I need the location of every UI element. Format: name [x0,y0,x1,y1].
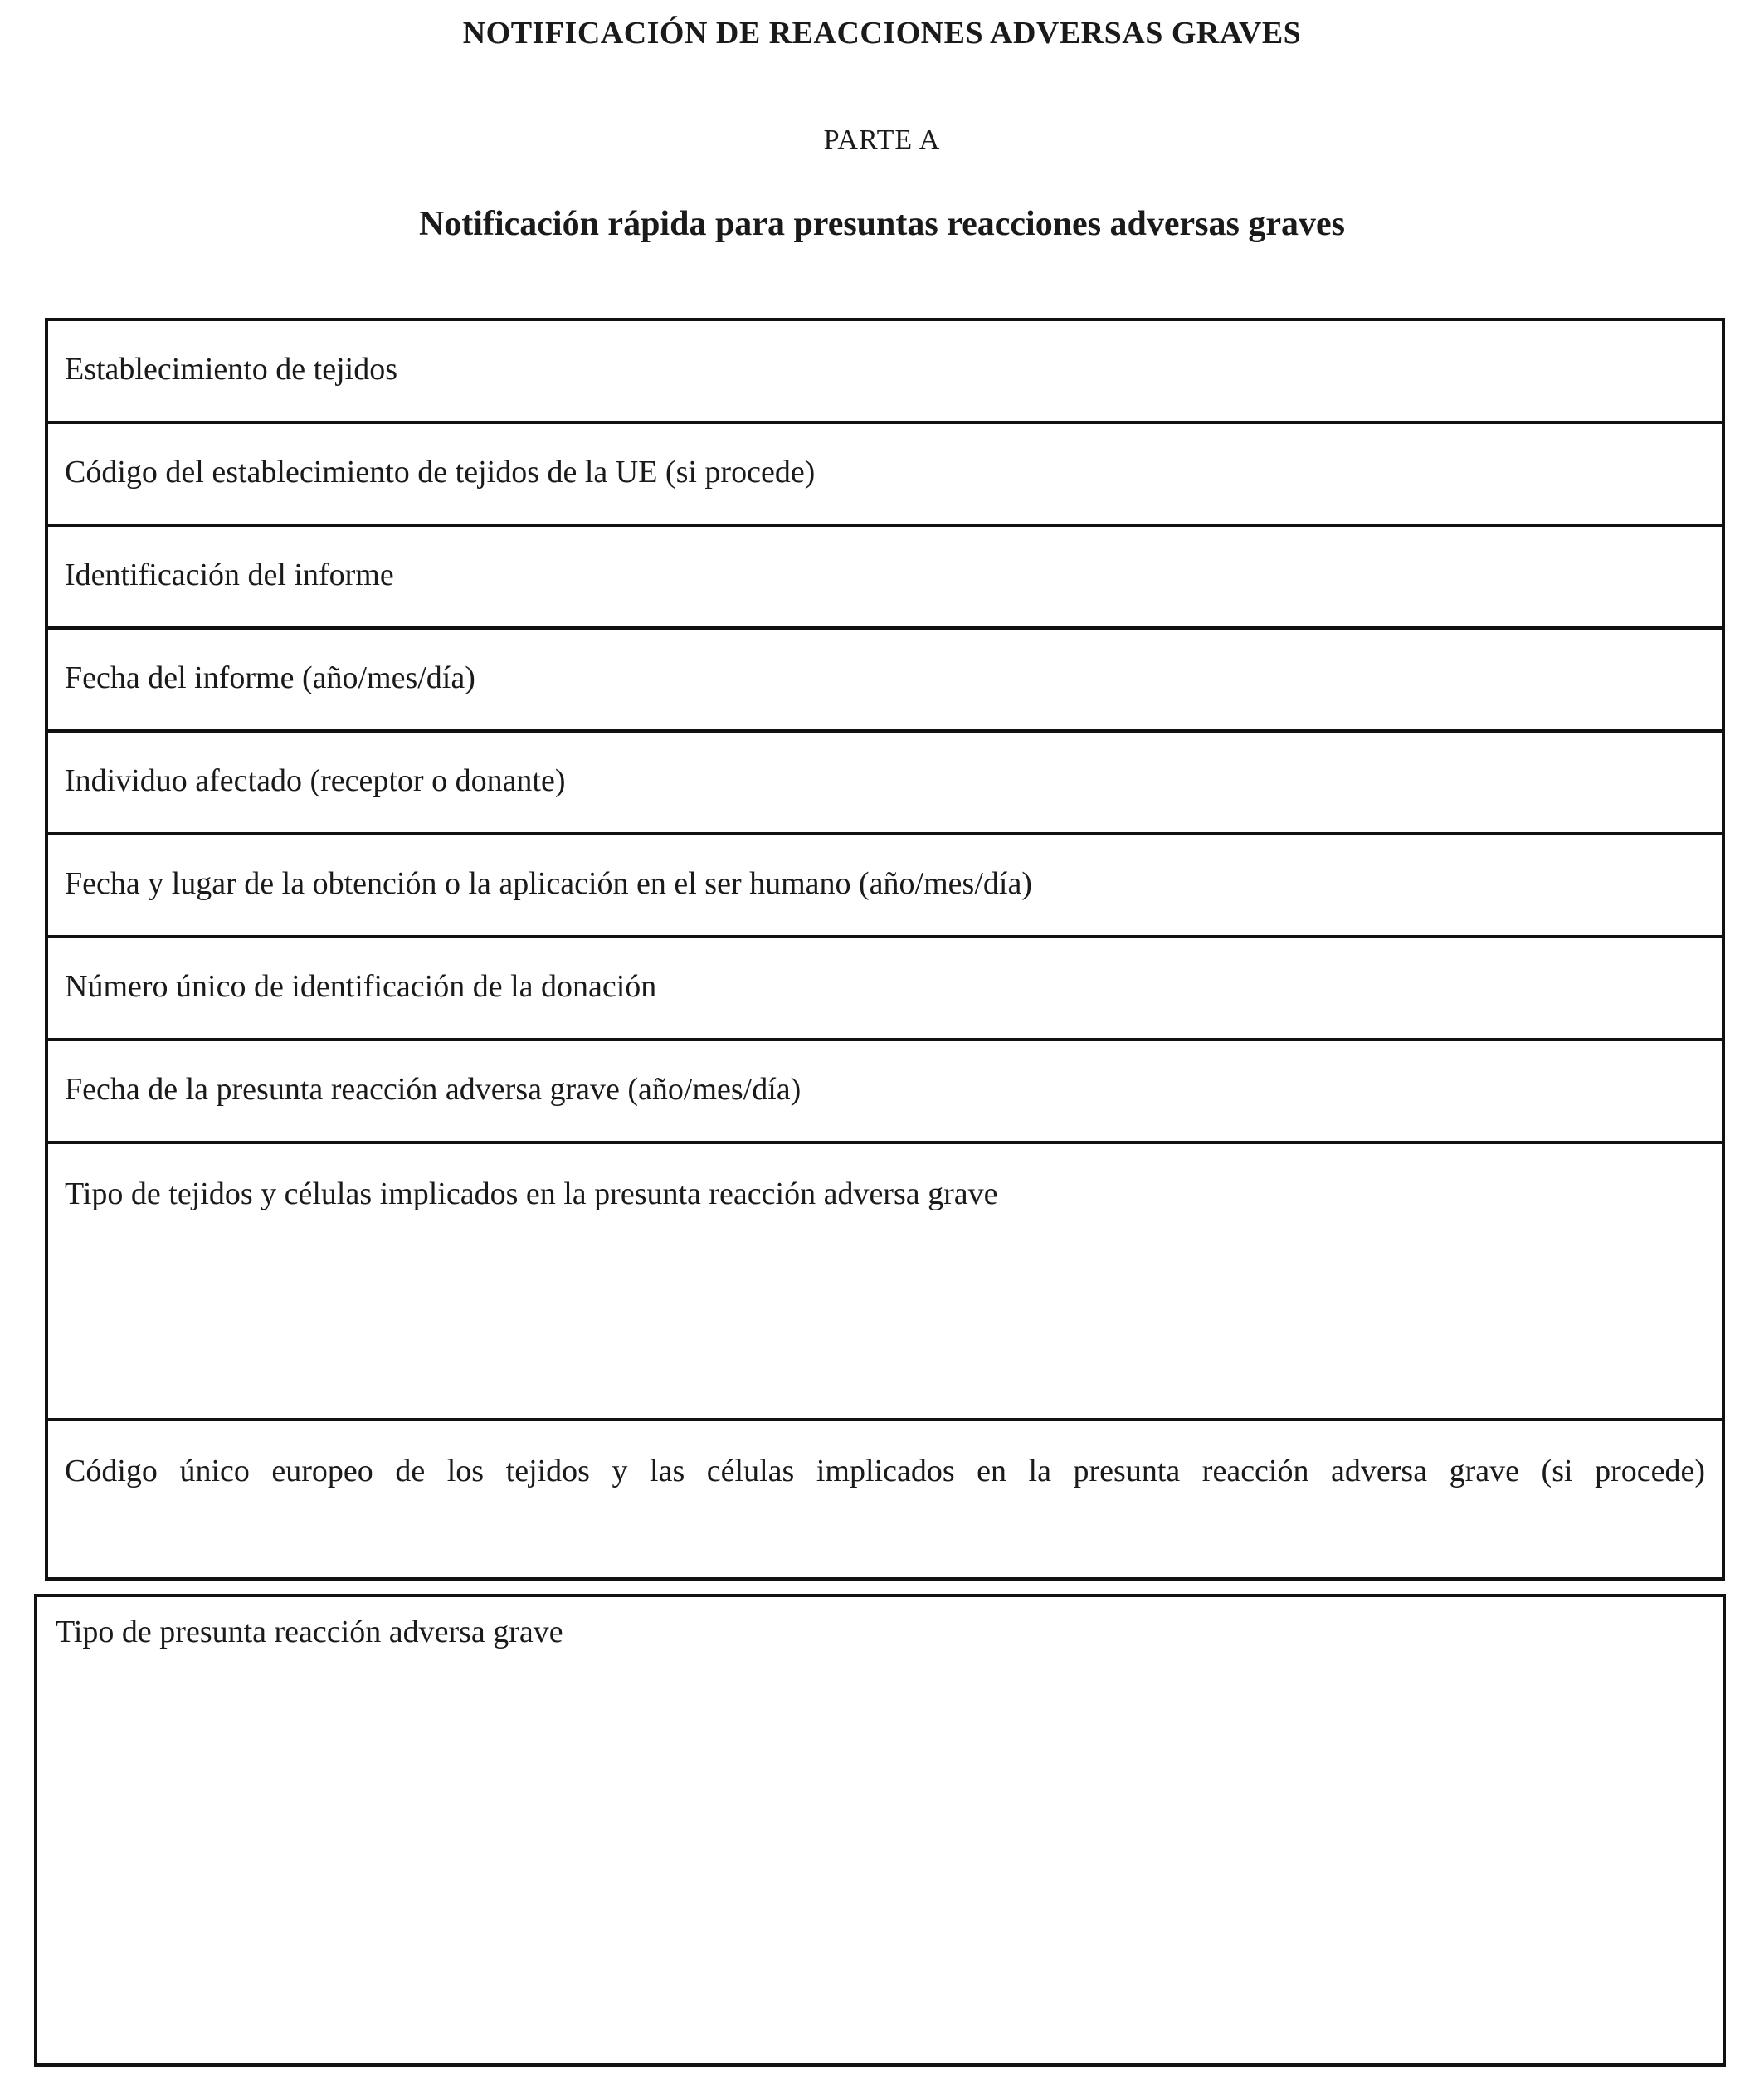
field-label: Fecha de la presunta reacción adversa grave (año/mes/día) [65,1072,802,1107]
field-label: Tipo de presunta reacción adversa grave [56,1615,563,1649]
field-single-european-code[interactable] [48,1421,1722,1581]
field-procurement-date-place[interactable] [48,835,1722,938]
field-donation-id[interactable] [48,938,1722,1041]
field-reaction-type[interactable] [34,1594,1726,2067]
field-label: Código único europeo de los tejidos y las células implicados en la presunta reacción adversa grave (si procede) [65,1454,1705,1488]
field-eu-establishment-code[interactable] [48,424,1722,527]
field-tissue-cell-type[interactable] [48,1144,1722,1421]
field-report-id[interactable] [48,527,1722,630]
field-label: Establecimiento de tejidos [65,352,398,387]
field-report-date[interactable] [48,630,1722,733]
document-title: NOTIFICACIÓN DE REACCIONES ADVERSAS GRAVES [462,16,1302,51]
field-label: Fecha y lugar de la obtención o la aplicación en el ser humano (año/mes/día) [65,866,1032,901]
field-label: Identificación del informe [65,558,394,592]
part-label: PARTE A [823,124,941,155]
field-reaction-date[interactable] [48,1041,1722,1144]
field-tissue-establishment[interactable] [48,321,1722,424]
field-label: Código del establecimiento de tejidos de la UE (si procede) [65,455,816,490]
notification-form-table [45,318,1725,1581]
field-label: Individuo afectado (receptor o donante) [65,763,566,798]
field-label: Fecha del informe (año/mes/día) [65,660,475,695]
field-affected-individual[interactable] [48,733,1722,835]
document-subtitle: Notificación rápida para presuntas reacciones adversas graves [418,205,1346,243]
field-label: Tipo de tejidos y células implicados en la presunta reacción adversa grave [65,1176,998,1211]
field-label: Número único de identificación de la donación [65,969,657,1004]
